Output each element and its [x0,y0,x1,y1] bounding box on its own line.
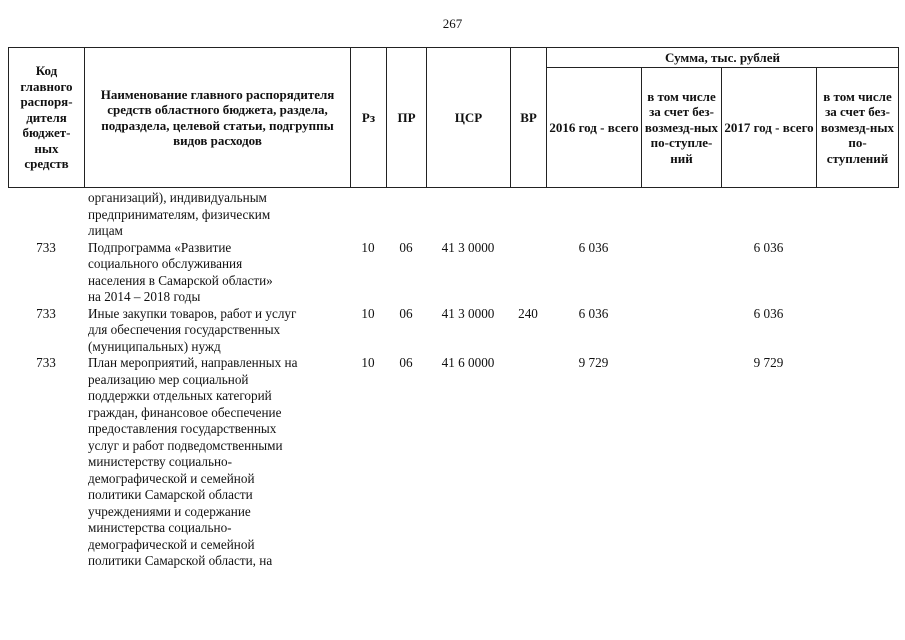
row-rz [350,190,386,240]
row-rz: 10 [361,239,375,255]
row-name-line: министерства социально- [88,520,232,535]
row-2016-total: 6 036 [578,305,609,321]
header-vr: ВР [511,48,547,188]
row-name-line: предпринимателям, физическим [88,206,271,222]
header-name: Наименование главного распорядителя средств областного бюджета, раздела, подраздела, целевой статьи, подгруппы видов расходов [85,48,351,188]
row-name [84,306,350,356]
row-name-line: организаций), индивидуальным [88,190,267,205]
header-2016-grants: в том числе за счет без-возмезд-ных по-ступле-ний [642,68,722,188]
page-number: 267 [442,16,463,31]
row-name [84,190,350,240]
row-name-line: Иные закупки товаров, работ и услуг [88,305,297,321]
row-2017-total [721,190,816,240]
row-code: 733 [36,239,56,255]
row-pr: 06 [399,355,413,370]
row-2016-total: 6 036 [578,239,609,255]
row-pr [386,190,426,240]
table-row [8,355,898,570]
header-2016-total: 2016 год - всего [547,68,642,188]
row-vr: 240 [518,305,538,321]
row-2016-total [546,190,641,240]
row-2016-total: 9 729 [578,355,609,370]
row-pr: 06 [399,239,413,255]
row-name-line: услуг и работ подведомственными [88,437,283,453]
row-code: 733 [36,305,56,321]
row-name-line: предоставления государственных [88,421,277,436]
row-name-line: План мероприятий, направленных на [88,355,298,370]
row-code [8,190,84,240]
row-2017-grants [816,355,898,570]
row-name-line: социального обслуживания [88,256,243,271]
row-name [84,240,350,306]
header-rz: Рз [351,48,387,188]
row-2016-grants [641,306,721,356]
row-name [84,355,350,570]
row-code: 733 [36,355,56,370]
row-2017-grants [816,190,898,240]
row-name-line: реализацию мер социальной [88,371,249,387]
row-pr: 06 [399,305,413,321]
header-pr: ПР [387,48,427,188]
table-row [8,190,898,240]
row-rz: 10 [361,305,375,321]
row-csr [426,190,510,240]
row-name-line: Подпрограмма «Развитие [88,239,232,255]
row-vr [510,190,546,240]
row-name-line: министерству социально- [88,454,233,469]
header-2017-total: 2017 год - всего [722,68,817,188]
row-name-line: населения в Самарской области» [88,272,273,288]
row-2017-total: 6 036 [753,239,784,255]
table-row [8,306,898,356]
row-name-line: на 2014 – 2018 годы [88,289,201,304]
row-2017-grants [816,240,898,306]
row-2017-total: 6 036 [753,305,784,321]
row-name-line: для обеспечения государственных [88,322,281,337]
row-2017-grants [816,306,898,356]
row-name-line: поддержки отдельных категорий [88,388,272,403]
header-csr: ЦСР [427,48,511,188]
header-2017-grants: в том числе за счет без-возмезд-ных по-ступлений [817,68,899,188]
row-2016-grants [641,190,721,240]
row-name-line: демографической и семейной [88,536,255,552]
row-name-line: граждан, финансовое обеспечение [88,404,282,420]
row-name-line: политики Самарской области, на [88,553,273,568]
row-2016-grants [641,240,721,306]
row-csr: 41 3 0000 [441,239,495,255]
row-vr [510,240,546,306]
row-2016-grants [641,355,721,570]
row-name-line: лицам [88,223,123,238]
header-code: Код главного распоря-дителя бюджет-ных средств [9,48,85,188]
row-name-line: демографической и семейной [88,470,255,486]
row-csr: 41 6 0000 [441,355,495,370]
row-name-line: (муниципальных) нужд [88,338,221,354]
row-name-line: учреждениями и содержание [88,503,251,519]
row-name-line: политики Самарской области [88,487,253,502]
row-rz: 10 [361,355,375,370]
table-body [8,190,898,570]
header-sum-group: Сумма, тыс. рублей [547,48,899,68]
table-row [8,240,898,306]
table-header [8,47,899,188]
row-2017-total: 9 729 [753,355,784,370]
row-vr [510,355,546,570]
row-csr: 41 3 0000 [441,305,495,321]
